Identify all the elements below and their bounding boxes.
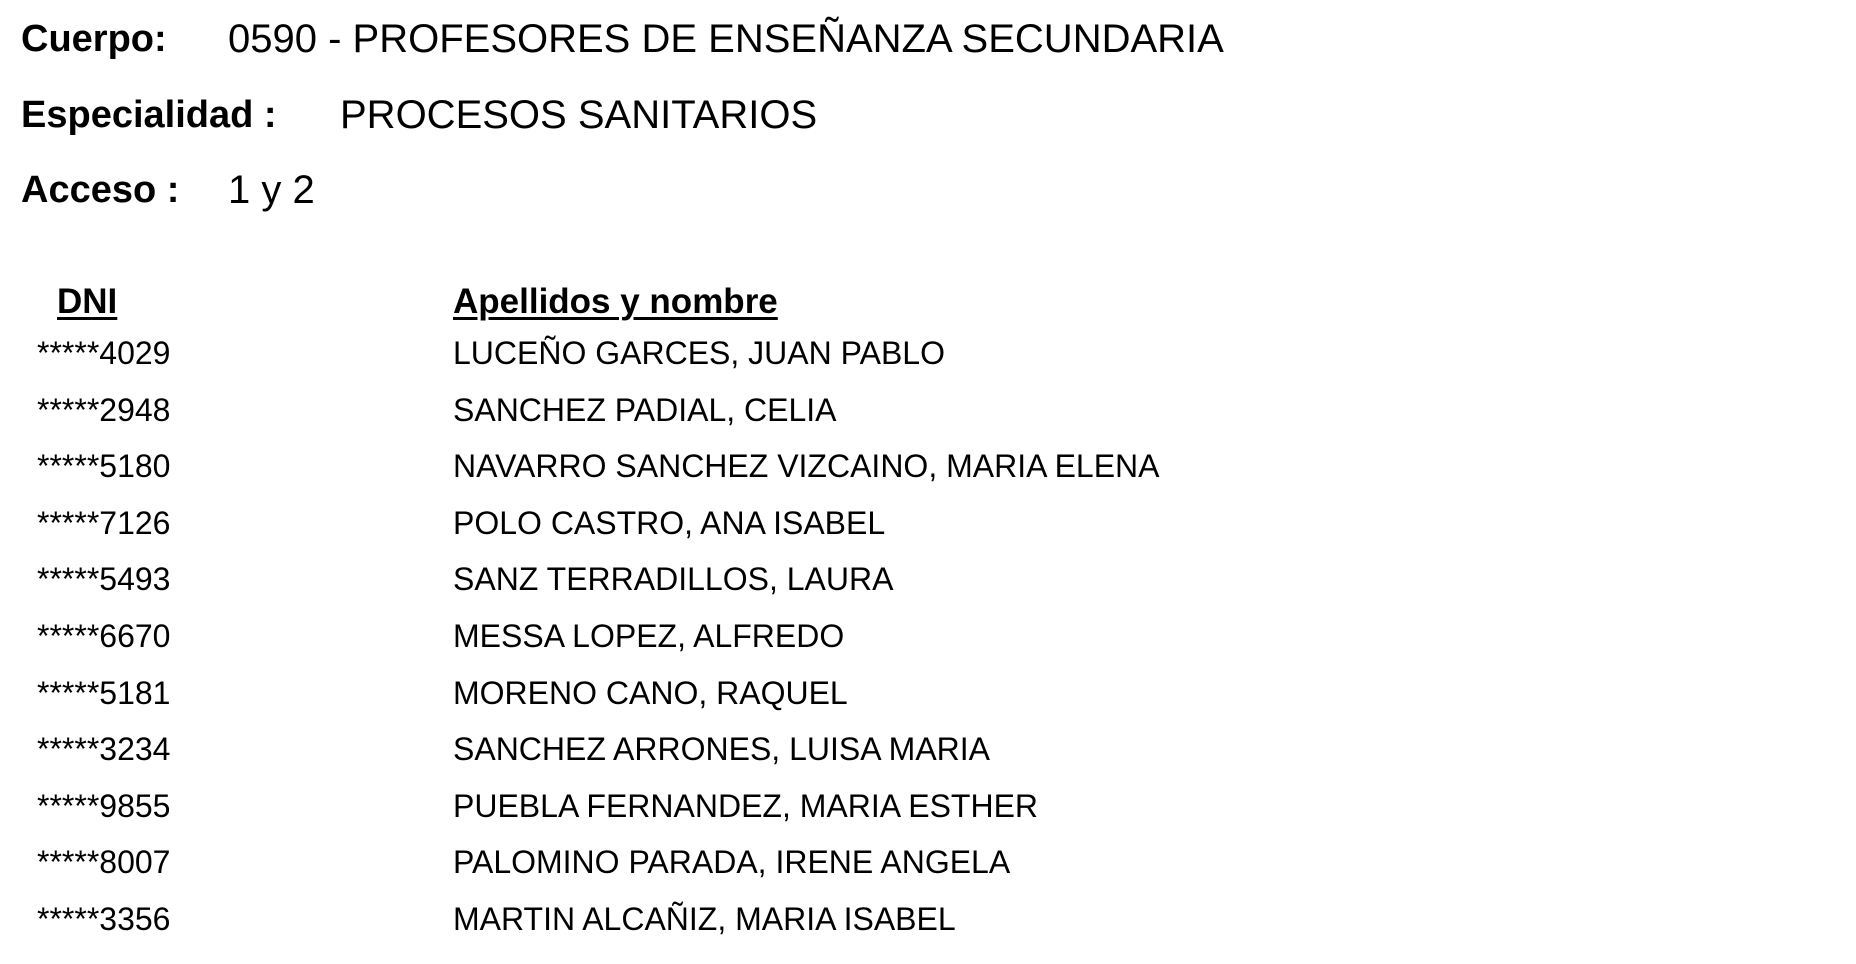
- name-cell: SANCHEZ ARRONES, LUISA MARIA: [453, 731, 991, 768]
- especialidad-value: PROCESOS SANITARIOS: [340, 93, 818, 137]
- dni-cell: *****4029: [37, 335, 171, 371]
- cuerpo-value: 0590 - PROFESORES DE ENSEÑANZA SECUNDARIA: [228, 17, 1224, 61]
- dni-cell: *****5181: [37, 674, 171, 711]
- list-item: [0, 899, 1856, 956]
- name-cell: PUEBLA FERNANDEZ, MARIA ESTHER: [453, 787, 1039, 824]
- list-item: [0, 616, 1856, 673]
- dni-cell: *****3234: [37, 731, 171, 768]
- list-item: [0, 390, 1856, 447]
- name-cell: SANCHEZ PADIAL, CELIA: [453, 391, 837, 428]
- list-item: [0, 786, 1856, 843]
- dni-column-header: DNI: [57, 282, 118, 321]
- dni-cell: *****5180: [37, 448, 171, 485]
- cuerpo-label: Cuerpo:: [21, 18, 167, 60]
- name-cell: POLO CASTRO, ANA ISABEL: [453, 504, 886, 541]
- name-cell: MARTIN ALCAÑIZ, MARIA ISABEL: [453, 900, 956, 937]
- acceso-label: Acceso :: [21, 169, 180, 211]
- list-item: [0, 503, 1856, 560]
- list-item: [0, 446, 1856, 503]
- especialidad-label: Especialidad :: [21, 94, 277, 136]
- name-cell: MESSA LOPEZ, ALFREDO: [453, 617, 845, 654]
- name-cell: SANZ TERRADILLOS, LAURA: [453, 561, 894, 598]
- dni-cell: *****5493: [37, 561, 171, 598]
- name-cell: PALOMINO PARADA, IRENE ANGELA: [453, 844, 1011, 881]
- candidate-list: [0, 333, 1856, 956]
- dni-cell: *****3356: [37, 900, 171, 937]
- acceso-value: 1 y 2: [228, 168, 315, 212]
- dni-cell: *****6670: [37, 617, 171, 654]
- dni-cell: *****9855: [37, 787, 171, 824]
- list-item: [0, 842, 1856, 899]
- name-column-header: Apellidos y nombre: [453, 282, 778, 321]
- list-item: [0, 673, 1856, 730]
- name-cell: MORENO CANO, RAQUEL: [453, 674, 848, 711]
- list-item: [0, 559, 1856, 616]
- name-cell: LUCEÑO GARCES, JUAN PABLO: [453, 335, 945, 371]
- list-item: [0, 729, 1856, 786]
- dni-cell: *****8007: [37, 844, 171, 881]
- dni-cell: *****2948: [37, 391, 171, 428]
- name-cell: NAVARRO SANCHEZ VIZCAINO, MARIA ELENA: [453, 448, 1160, 485]
- dni-cell: *****7126: [37, 504, 171, 541]
- list-item: [0, 333, 1856, 390]
